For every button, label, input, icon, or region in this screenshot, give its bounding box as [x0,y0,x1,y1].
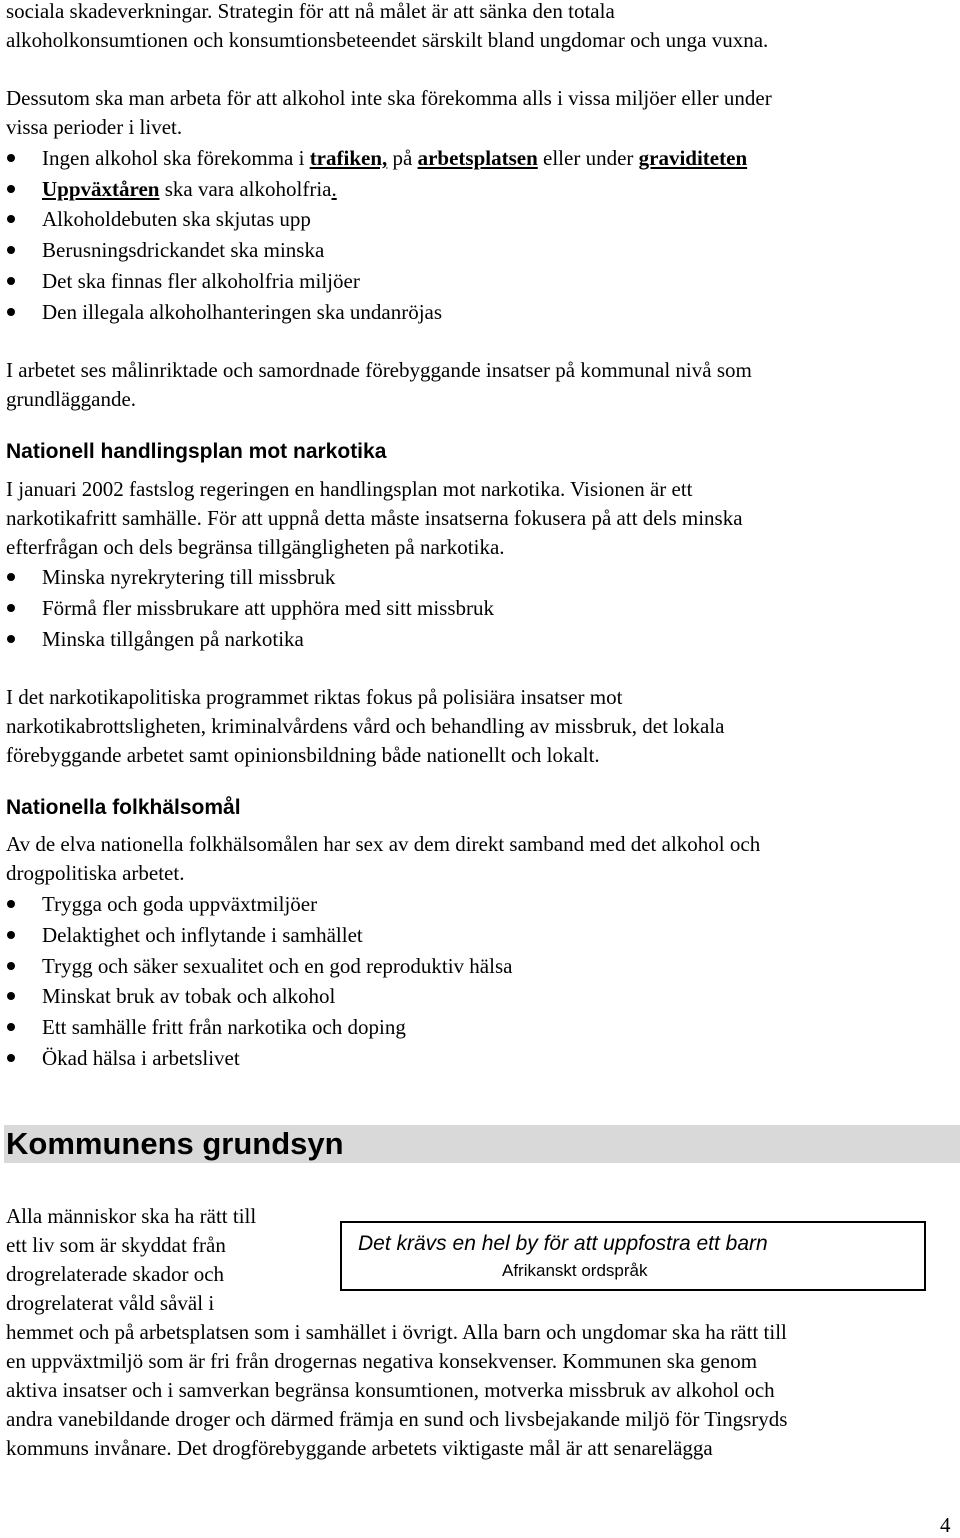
bullet-icon [7,604,15,612]
bullet-icon [7,277,15,285]
paragraph-line: efterfrågan och dels begränsa tillgängligheten på narkotika. [6,535,505,559]
quote-attribution: Afrikanskt ordspråk [502,1261,648,1280]
list-item: Den illegala alkoholhanteringen ska undanröjas [42,300,443,324]
bullet-icon [7,962,15,970]
list-text: ska vara alkoholfria [159,177,332,201]
bullet-icon [7,246,15,254]
paragraph-line: I januari 2002 fastslog regeringen en handlingsplan mot narkotika. Visionen är ett [6,477,693,501]
page-number: 4 [940,1513,951,1537]
paragraph-line: narkotikabrottsligheten, kriminalvårdens vård och behandling av missbruk, det lokala [6,714,725,738]
section-heading: Nationella folkhälsomål [6,796,241,819]
list-item: Trygga och goda uppväxtmiljöer [42,892,318,916]
paragraph-line: Alla människor ska ha rätt till [6,1204,257,1228]
emphasis-trafiken: trafiken, [309,146,388,170]
section-heading: Nationell handlingsplan mot narkotika [6,440,387,463]
bullet-icon [7,573,15,581]
bullet-icon [7,1054,15,1062]
paragraph-line: I det narkotikapolitiska programmet riktas fokus på polisiära insatser mot [6,685,623,709]
list-item: Minskat bruk av tobak och alkohol [42,984,336,1008]
list-item [42,145,747,171]
paragraph-line: en uppväxtmiljö som är fri från drogernas negativa konsekvenser. Kommunen ska genom [6,1349,758,1373]
bullet-icon [7,931,15,939]
list-item: Förmå fler missbrukare att upphöra med sitt missbruk [42,596,495,620]
paragraph-line: grundläggande. [6,387,137,411]
list-item: Trygg och säker sexualitet och en god reproduktiv hälsa [42,954,513,978]
paragraph-line: vissa perioder i livet. [6,115,183,139]
list-item: Det ska finnas fler alkoholfria miljöer [42,269,360,293]
list-item: Alkoholdebuten ska skjutas upp [42,207,311,231]
emphasis-uppvaxtaren: Uppväxtåren [42,177,160,201]
paragraph-line: sociala skadeverkningar. Strategin för att nå målet är att sänka den totala [6,0,615,23]
bullet-icon [7,154,15,162]
paragraph-line: I arbetet ses målinriktade och samordnade förebyggande insatser på kommunal nivå som [6,358,752,382]
bullet-icon [7,185,15,193]
list-text: på [387,146,418,170]
paragraph-line: förebyggande arbetet samt opinionsbildning både nationellt och lokalt. [6,743,600,767]
bullet-icon [7,215,15,223]
paragraph-line: narkotikafritt samhälle. För att uppnå detta måste insatserna fokusera på att dels minska [6,506,743,530]
paragraph-line: drogpolitiska arbetet. [6,861,185,885]
list-item: Ökad hälsa i arbetslivet [42,1046,240,1070]
bullet-icon [7,900,15,908]
bullet-icon [7,1023,15,1031]
paragraph-line: drogrelaterade skador och [6,1262,225,1286]
emphasis-graviditeten: graviditeten [638,146,748,170]
bullet-icon [7,992,15,1000]
paragraph-line: andra vanebildande droger och därmed främja en sund och livsbejakande miljö för Tingsryds [6,1407,788,1431]
list-item [42,176,337,202]
paragraph-line: Av de elva nationella folkhälsomålen har sex av dem direkt samband med det alkohol och [6,832,761,856]
list-item: Berusningsdrickandet ska minska [42,238,325,262]
quote-text: Det krävs en hel by för att uppfostra ett barn [358,1232,768,1255]
list-item: Delaktighet och inflytande i samhället [42,923,363,947]
paragraph-line: alkoholkonsumtionen och konsumtionsbeteendet särskilt bland ungdomar och unga vuxna. [6,28,769,52]
list-item: Minska tillgången på narkotika [42,627,304,651]
paragraph-line: hemmet och på arbetsplatsen som i samhället i övrigt. Alla barn och ungdomar ska ha rätt till [6,1320,787,1344]
list-item: Minska nyrekrytering till missbruk [42,565,336,589]
paragraph-line: aktiva insatser och i samverkan begränsa konsumtionen, motverka missbruk av alkohol och [6,1378,775,1402]
list-text-dot: . [331,177,337,201]
list-text: Ingen alkohol ska förekomma i [42,146,310,170]
list-item: Ett samhälle fritt från narkotika och doping [42,1015,406,1039]
paragraph-line: ett liv som är skyddat från [6,1233,226,1257]
paragraph-line: Dessutom ska man arbeta för att alkohol inte ska förekomma alls i vissa miljöer eller under [6,86,772,110]
bullet-icon [7,635,15,643]
chapter-heading: Kommunens grundsyn [6,1126,344,1161]
paragraph-line: drogrelaterat våld såväl i [6,1291,215,1315]
emphasis-arbetsplatsen: arbetsplatsen [417,146,538,170]
bullet-icon [7,308,15,316]
paragraph-line: kommuns invånare. Det drogförebyggande arbetets viktigaste mål är att senarelägga [6,1436,713,1460]
list-text: eller under [537,146,639,170]
